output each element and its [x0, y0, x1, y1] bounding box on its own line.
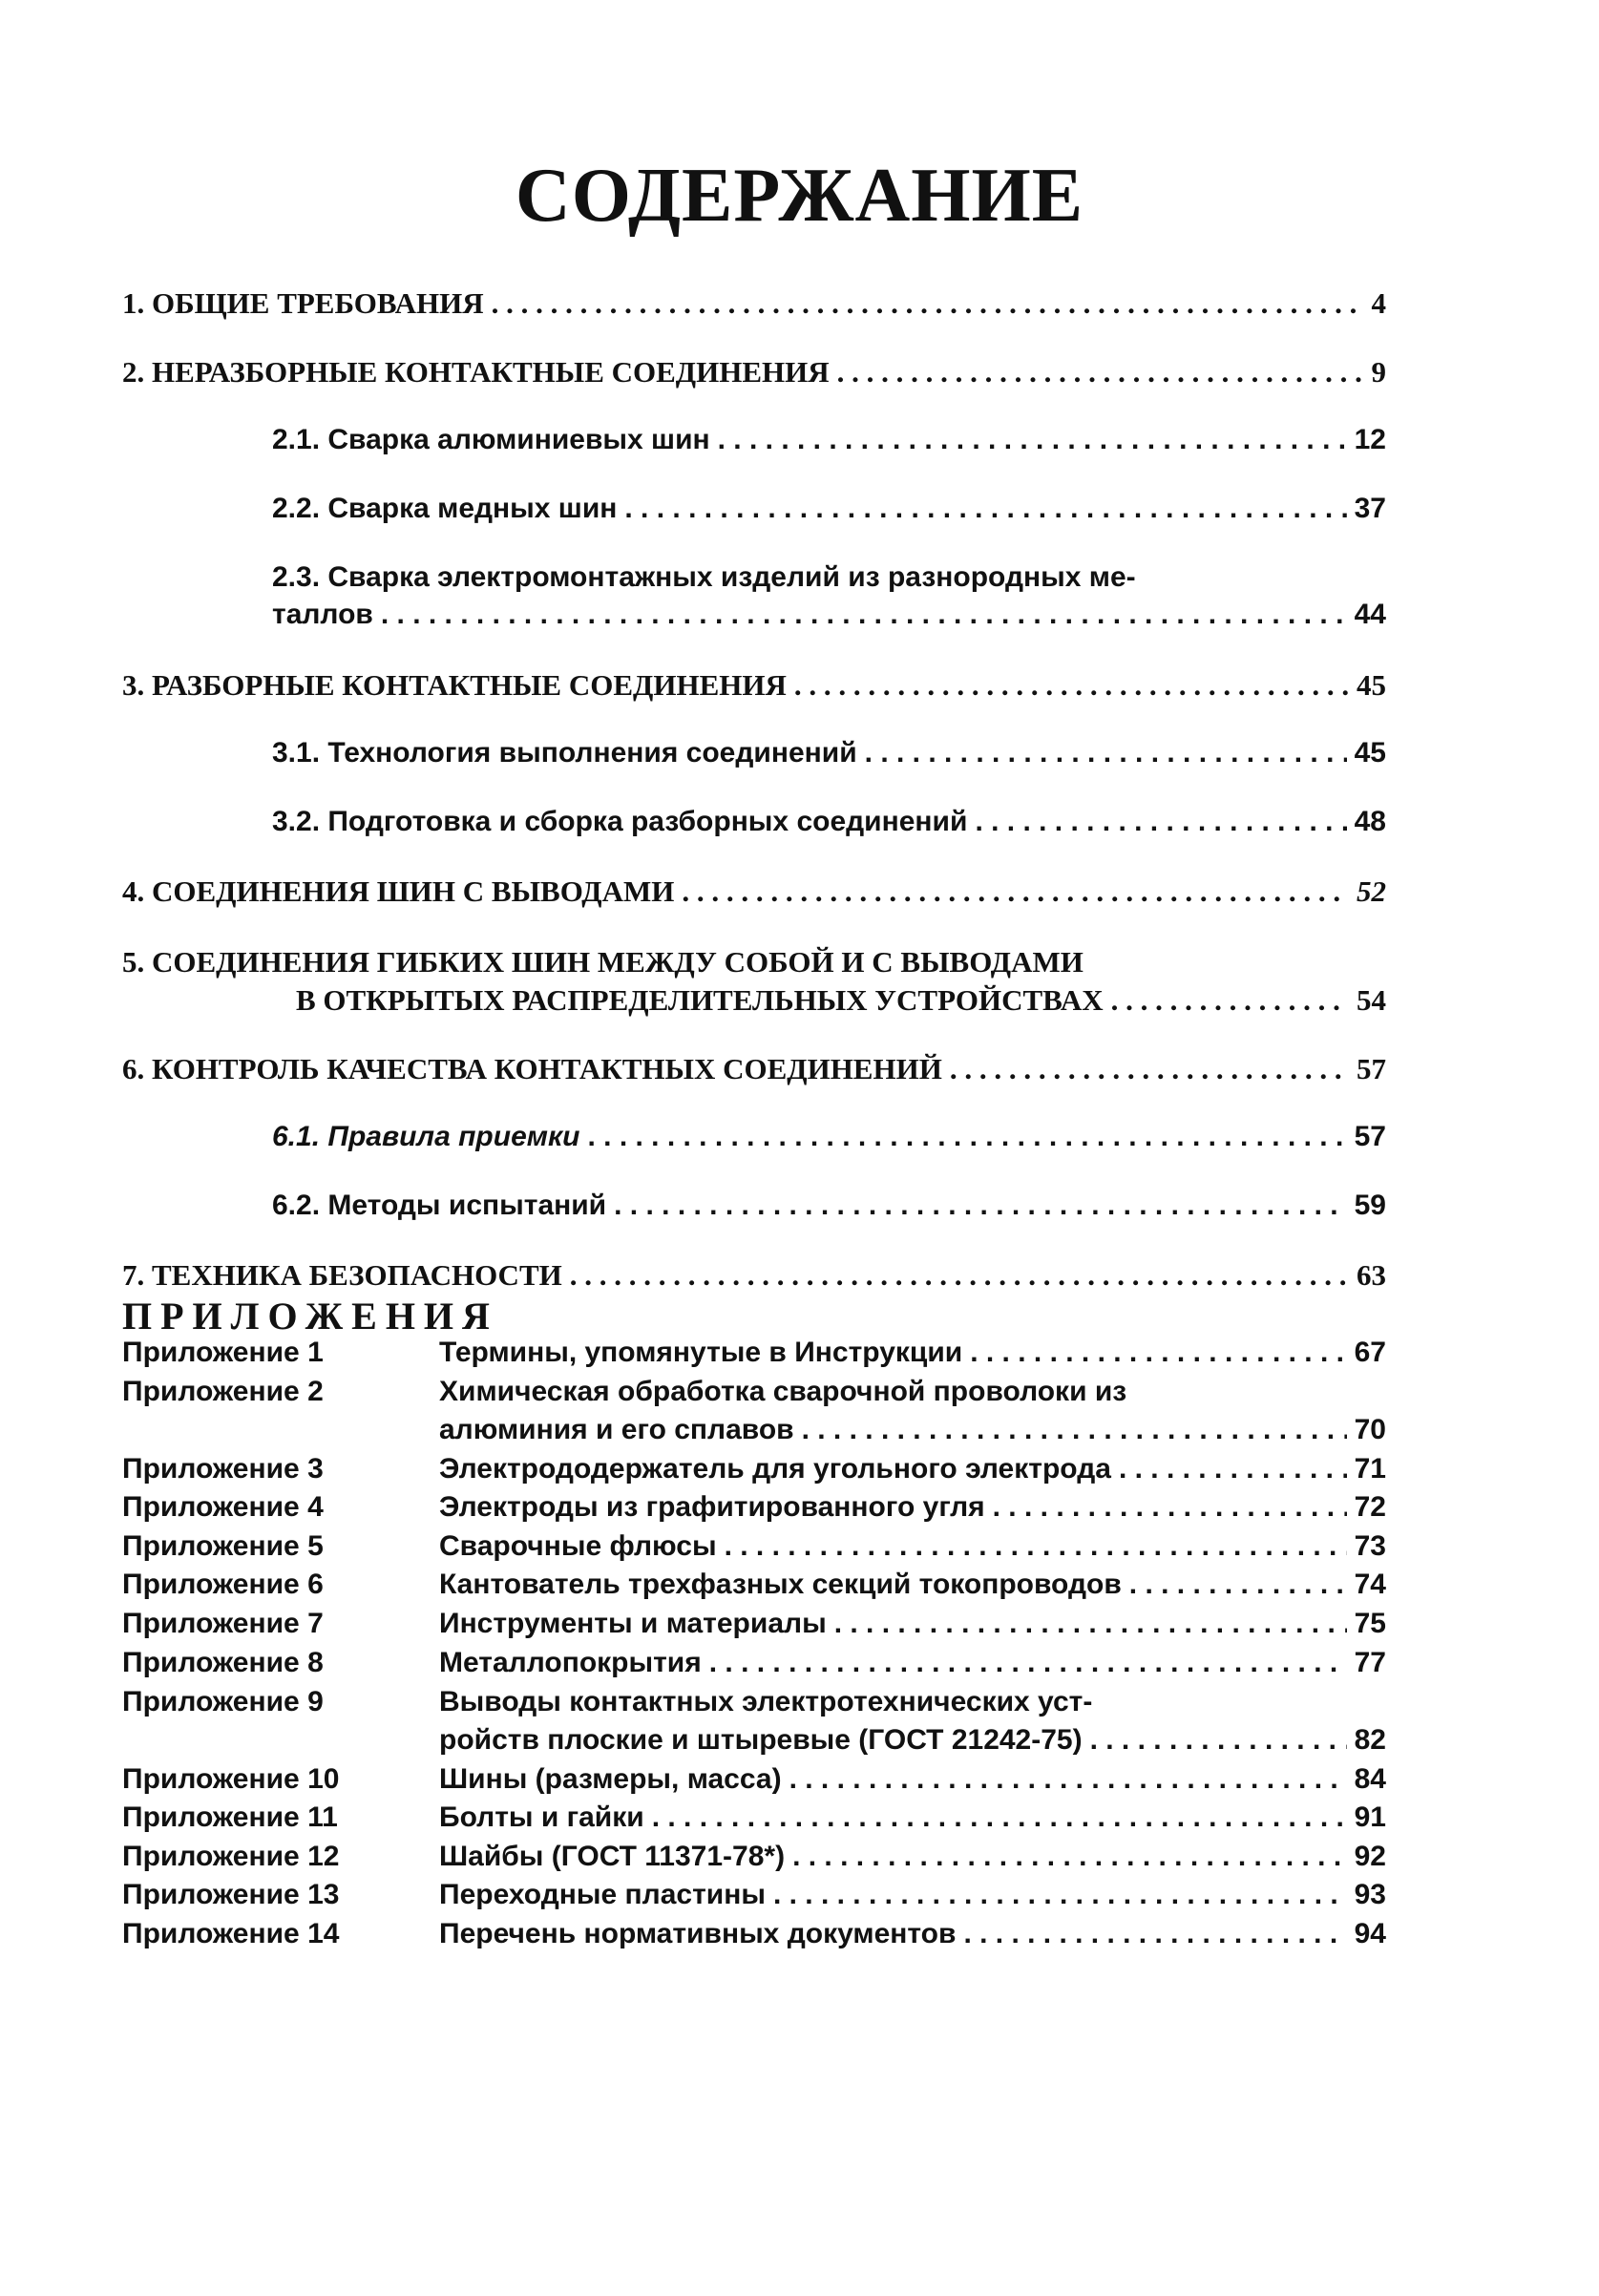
appendix-page: 75	[1354, 1608, 1386, 1639]
leader-dots	[725, 1530, 1347, 1563]
appendix-entry-4[interactable]	[439, 1491, 1386, 1524]
toc-entry-title: 3.1. Технология выполнения соединений	[272, 737, 857, 769]
appendix-entry-7[interactable]	[439, 1608, 1386, 1640]
leader-dots	[1119, 1453, 1347, 1485]
leader-dots	[865, 737, 1347, 769]
appendix-heading: ПРИЛОЖЕНИЯ	[122, 1295, 498, 1338]
appendix-page: 93	[1354, 1879, 1386, 1910]
toc-entry-title: В ОТКРЫТЫХ РАСПРЕДЕЛИТЕЛЬНЫХ УСТРОЙСТВАХ	[296, 983, 1104, 1017]
toc-entry-5-line1[interactable]: 5. СОЕДИНЕНИЯ ГИБКИХ ШИН МЕЖДУ СОБОЙ И С ВЫВОДАМИ	[122, 945, 1084, 979]
appendix-title-line1[interactable]: Выводы контактных электротехнических уст-	[439, 1686, 1093, 1717]
toc-entry-title: 6.1. Правила приемки	[272, 1121, 580, 1152]
leader-dots	[970, 1337, 1346, 1369]
toc-entry-3-1[interactable]	[272, 737, 1386, 769]
appendix-page: 73	[1354, 1530, 1386, 1562]
appendix-title: Сварочные флюсы	[439, 1530, 717, 1562]
appendix-label: Приложение 5	[122, 1530, 324, 1562]
appendix-entry-6[interactable]	[439, 1569, 1386, 1601]
appendix-label: Приложение 3	[122, 1453, 324, 1485]
toc-entry-2-3[interactable]	[272, 599, 1386, 631]
toc-entry-2-1[interactable]	[272, 424, 1386, 456]
toc-entry-page: 45	[1357, 668, 1386, 702]
appendix-label: Приложение 2	[122, 1376, 324, 1407]
leader-dots	[587, 1121, 1346, 1153]
toc-entry-2[interactable]	[122, 355, 1386, 390]
toc-entry-page: 54	[1357, 983, 1386, 1017]
leader-dots	[1090, 1724, 1347, 1757]
appendix-title: ройств плоские и штыревые (ГОСТ 21242-75)	[439, 1724, 1083, 1756]
appendix-page: 72	[1354, 1491, 1386, 1523]
toc-entry-page: 63	[1357, 1258, 1386, 1292]
appendix-label: Приложение 14	[122, 1918, 340, 1949]
toc-entry-page: 44	[1354, 599, 1386, 630]
leader-dots	[682, 874, 1349, 909]
toc-entry-title: 2.1. Сварка алюминиевых шин	[272, 424, 710, 455]
appendix-title: Инструменты и материалы	[439, 1608, 827, 1639]
leader-dots	[802, 1414, 1347, 1446]
toc-entry-title: 2.2. Сварка медных шин	[272, 493, 618, 524]
appendix-label: Приложение 1	[122, 1337, 324, 1368]
toc-entry-page: 59	[1354, 1190, 1386, 1221]
appendix-title: Перечень нормативных документов	[439, 1918, 957, 1949]
toc-entry-5[interactable]	[296, 983, 1386, 1018]
leader-dots	[709, 1647, 1347, 1679]
appendix-title: Шины (размеры, масса)	[439, 1763, 782, 1795]
toc-entry-page: 52	[1357, 874, 1386, 908]
appendix-title: Термины, упомянутые в Инструкции	[439, 1337, 963, 1368]
toc-entry-2-3-line1[interactable]: 2.3. Сварка электромонтажных изделий из разнородных ме-	[272, 561, 1136, 593]
leader-dots	[773, 1879, 1347, 1911]
appendix-page: 92	[1354, 1841, 1386, 1872]
appendix-entry-3[interactable]	[439, 1453, 1386, 1485]
appendix-entry-8[interactable]	[439, 1647, 1386, 1679]
appendix-entry-2[interactable]	[439, 1414, 1386, 1446]
leader-dots	[789, 1763, 1347, 1796]
leader-dots	[718, 424, 1347, 456]
appendix-title: Болты и гайки	[439, 1801, 644, 1833]
appendix-label: Приложение 12	[122, 1841, 340, 1872]
toc-entry-title: 3.2. Подготовка и сборка разборных соединений	[272, 806, 968, 837]
toc-entry-title: 6. КОНТРОЛЬ КАЧЕСТВА КОНТАКТНЫХ СОЕДИНЕНИЙ	[122, 1052, 942, 1085]
toc-entry-2-2[interactable]	[272, 493, 1386, 525]
appendix-label: Приложение 4	[122, 1491, 324, 1523]
appendix-page: 70	[1354, 1414, 1386, 1445]
leader-dots	[614, 1190, 1346, 1222]
leader-dots	[652, 1801, 1347, 1834]
appendix-entry-5[interactable]	[439, 1530, 1386, 1563]
leader-dots	[624, 493, 1346, 525]
toc-entry-6-1[interactable]	[272, 1121, 1386, 1153]
appendix-title-line1[interactable]: Химическая обработка сварочной проволоки из	[439, 1376, 1127, 1407]
toc-entry-7[interactable]	[122, 1258, 1386, 1293]
appendix-label: Приложение 7	[122, 1608, 324, 1639]
appendix-page: 71	[1354, 1453, 1386, 1485]
appendix-title: Электроды из графитированного угля	[439, 1491, 985, 1523]
appendix-label: Приложение 10	[122, 1763, 340, 1795]
appendix-entry-1[interactable]	[439, 1337, 1386, 1369]
leader-dots	[834, 1608, 1347, 1640]
appendix-title: Металлопокрытия	[439, 1647, 702, 1678]
toc-entry-title: таллов	[272, 599, 373, 630]
toc-entry-3-2[interactable]	[272, 806, 1386, 838]
toc-entry-1[interactable]	[122, 286, 1386, 321]
leader-dots	[381, 599, 1347, 631]
toc-entry-page: 9	[1371, 355, 1386, 389]
leader-dots	[570, 1258, 1349, 1293]
appendix-label: Приложение 13	[122, 1879, 340, 1910]
toc-entry-page: 12	[1354, 424, 1386, 455]
toc-entry-title: 6.2. Методы испытаний	[272, 1190, 607, 1221]
appendix-page: 91	[1354, 1801, 1386, 1833]
toc-entry-page: 37	[1354, 493, 1386, 524]
toc-entry-page: 57	[1357, 1052, 1386, 1085]
leader-dots	[837, 355, 1364, 390]
leader-dots	[1129, 1569, 1347, 1601]
appendix-entry-10[interactable]	[439, 1763, 1386, 1796]
toc-entry-title: 2. НЕРАЗБОРНЫЕ КОНТАКТНЫЕ СОЕДИНЕНИЯ	[122, 355, 830, 389]
leader-dots	[993, 1491, 1347, 1524]
appendix-title: Кантователь трехфазных секций токопроводов	[439, 1569, 1122, 1600]
appendix-label: Приложение 6	[122, 1569, 324, 1600]
appendix-label: Приложение 11	[122, 1801, 338, 1833]
toc-entry-title: 7. ТЕХНИКА БЕЗОПАСНОСТИ	[122, 1258, 562, 1292]
appendix-page: 77	[1354, 1647, 1386, 1678]
appendix-title: Шайбы (ГОСТ 11371-78*)	[439, 1841, 786, 1872]
appendix-label: Приложение 8	[122, 1647, 324, 1678]
toc-entry-page: 45	[1354, 737, 1386, 769]
toc-entry-page: 48	[1354, 806, 1386, 837]
appendix-page: 82	[1354, 1724, 1386, 1756]
toc-entry-title: 1. ОБЩИЕ ТРЕБОВАНИЯ	[122, 286, 484, 320]
toc-entry-6[interactable]	[122, 1052, 1386, 1086]
appendix-entry-14[interactable]	[439, 1918, 1386, 1950]
leader-dots	[963, 1918, 1346, 1950]
toc-entry-4[interactable]	[122, 874, 1386, 909]
toc-entry-6-2[interactable]	[272, 1190, 1386, 1222]
appendix-page: 67	[1354, 1337, 1386, 1368]
toc-entry-3[interactable]	[122, 668, 1386, 703]
toc-entry-page: 4	[1371, 286, 1386, 320]
appendix-entry-9[interactable]	[439, 1724, 1386, 1757]
appendix-title: Переходные пластины	[439, 1879, 766, 1910]
leader-dots	[792, 1841, 1347, 1873]
leader-dots	[794, 668, 1349, 703]
appendix-title: алюминия и его сплавов	[439, 1414, 794, 1445]
toc-entry-title: 3. РАЗБОРНЫЕ КОНТАКТНЫЕ СОЕДИНЕНИЯ	[122, 668, 787, 702]
leader-dots	[950, 1052, 1349, 1086]
appendix-label: Приложение 9	[122, 1686, 324, 1717]
leader-dots	[1111, 983, 1349, 1018]
page-title: СОДЕРЖАНИЕ	[515, 154, 1084, 238]
toc-entry-page: 57	[1354, 1121, 1386, 1152]
appendix-page: 84	[1354, 1763, 1386, 1795]
appendix-entry-12[interactable]	[439, 1841, 1386, 1873]
appendix-page: 94	[1354, 1918, 1386, 1949]
appendix-page: 74	[1354, 1569, 1386, 1600]
appendix-entry-11[interactable]	[439, 1801, 1386, 1834]
appendix-entry-13[interactable]	[439, 1879, 1386, 1911]
leader-dots	[975, 806, 1346, 838]
leader-dots	[492, 286, 1364, 321]
appendix-title: Электрододержатель для угольного электрода	[439, 1453, 1111, 1485]
toc-entry-title: 4. СОЕДИНЕНИЯ ШИН С ВЫВОДАМИ	[122, 874, 675, 908]
